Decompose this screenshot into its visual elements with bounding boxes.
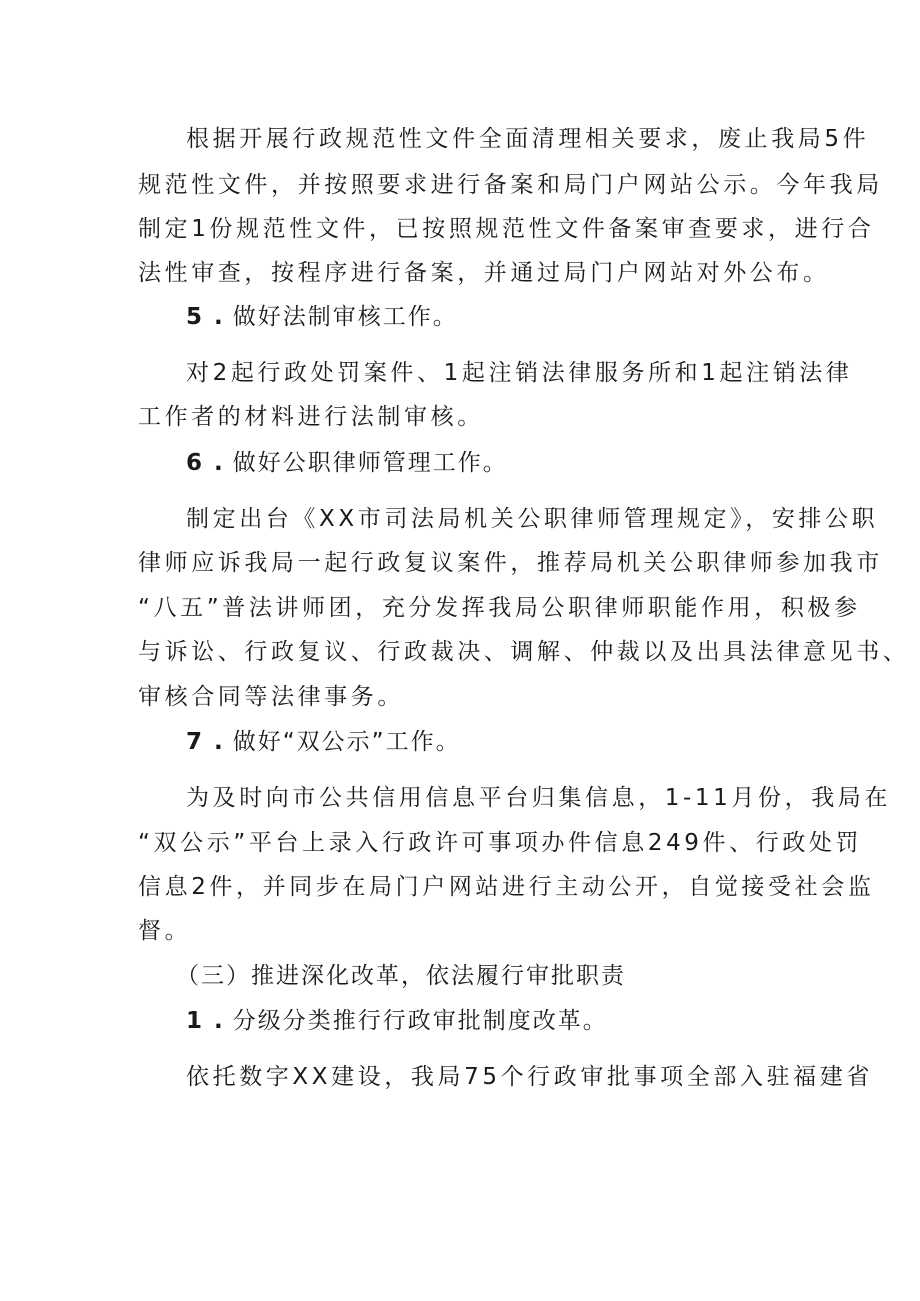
subheading-6 xyxy=(186,448,508,478)
paragraph-line: 与诉讼、行政复议、行政裁决、调解、仲裁以及出具法律意见书、 xyxy=(138,639,910,665)
paragraph-line: “八五”普法讲师团，充分发挥我局公职律师职能作用，积极参 xyxy=(138,595,861,621)
paragraph-line: 律师应诉我局一起行政复议案件，推荐局机关公职律师参加我市 xyxy=(138,550,883,576)
subheading-text: 做好法制审核工作。 xyxy=(232,304,458,330)
section-heading-3: （三）推进深化改革，依法履行审批职责 xyxy=(176,963,626,989)
paragraph-line: 工作者的材料进行法制审核。 xyxy=(138,404,484,430)
paragraph-line: 对2起行政处罚案件、1起注销法律服务所和1起注销法律 xyxy=(186,360,853,386)
paragraph-line: 制定出台《XX市司法局机关公职律师管理规定》，安排公职 xyxy=(186,506,879,532)
paragraph-line: 法性审查，按程序进行备案，并通过局门户网站对外公布。 xyxy=(138,260,830,286)
paragraph-line: 审核合同等法律事务。 xyxy=(138,684,404,710)
paragraph-line: 督。 xyxy=(138,918,192,944)
subheading-text: 做好公职律师管理工作。 xyxy=(232,450,508,476)
paragraph-line: 为及时向市公共信用信息平台归集信息，1-11月份，我局在 xyxy=(186,785,891,811)
subheading-number: 6 . xyxy=(186,450,225,476)
subheading-text: 做好“双公示”工作。 xyxy=(232,729,461,755)
subheading-number: 7 . xyxy=(186,729,225,755)
subheading-number: 1 . xyxy=(186,1008,225,1034)
paragraph-line: “双公示”平台上录入行政许可事项办件信息249件、行政处罚 xyxy=(138,830,863,856)
paragraph-line: 依托数字XX建设，我局75个行政审批事项全部入驻福建省 xyxy=(186,1064,873,1090)
subheading-number: 5 . xyxy=(186,304,225,330)
paragraph-line: 制定1份规范性文件，已按照规范性文件备案审查要求，进行合 xyxy=(138,216,875,242)
subheading-text: 分级分类推行行政审批制度改革。 xyxy=(232,1008,608,1034)
subheading-7 xyxy=(186,727,461,757)
subheading-5 xyxy=(186,302,458,332)
subheading-1 xyxy=(186,1006,608,1036)
paragraph-line: 规范性文件，并按照要求进行备案和局门户网站公示。今年我局 xyxy=(138,172,883,198)
paragraph-line: 信息2件，并同步在局门户网站进行主动公开，自觉接受社会监 xyxy=(138,874,875,900)
paragraph-line: 根据开展行政规范性文件全面清理相关要求，废止我局5件 xyxy=(186,126,870,152)
